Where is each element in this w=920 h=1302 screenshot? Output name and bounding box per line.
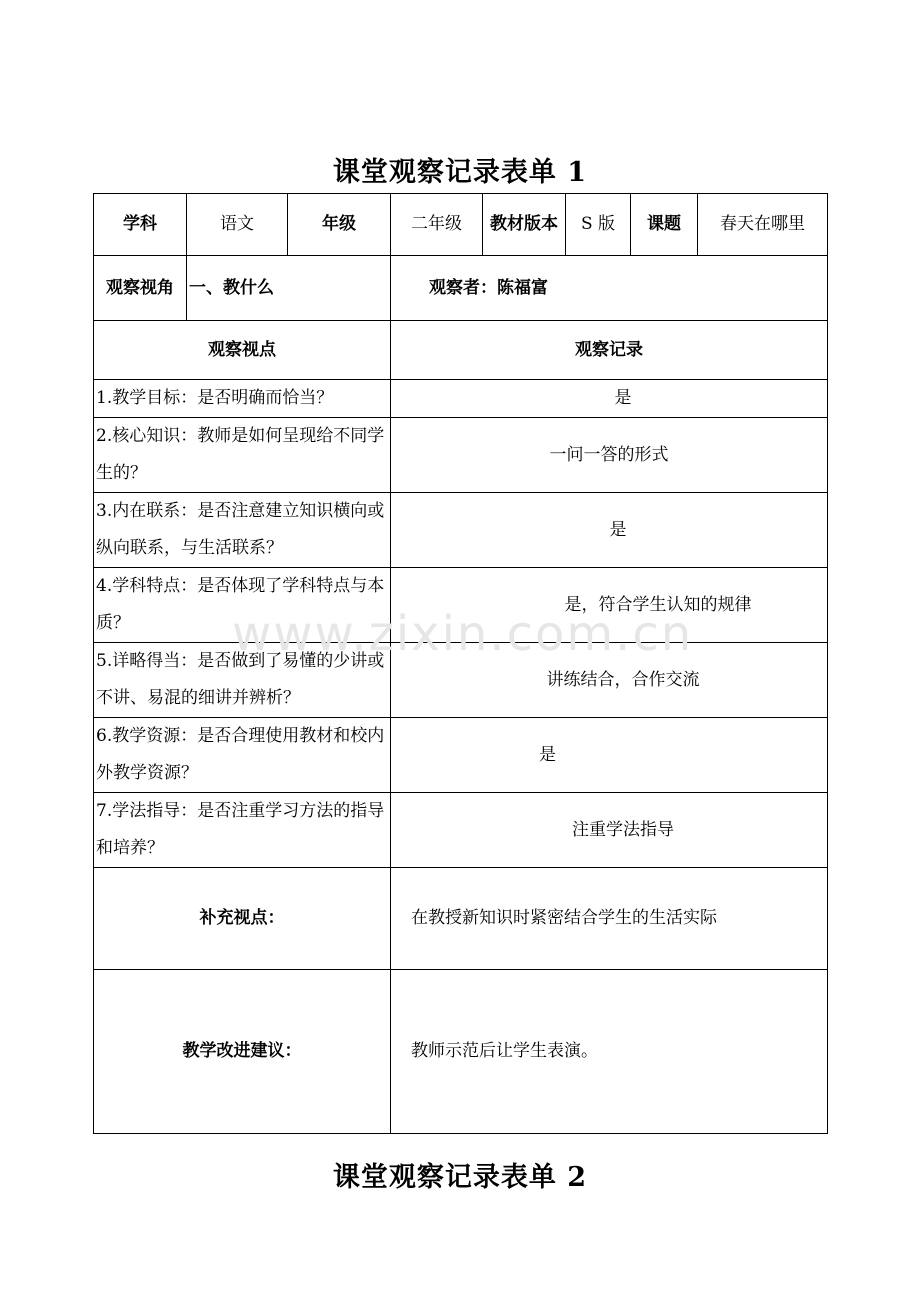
topic-label: 课题: [631, 194, 698, 256]
viewpoint-cell: 3.内在联系：是否注意建立知识横向或纵向联系，与生活联系？: [94, 493, 391, 568]
viewpoint-column-header: 观察视点: [94, 321, 391, 380]
grade-label: 年级: [288, 194, 391, 256]
viewpoint-cell: 5.详略得当：是否做到了易懂的少讲或不讲、易混的细讲并辨析？: [94, 643, 391, 718]
watermark: www.zixin.com.cn: [232, 606, 694, 662]
topic-value: 春天在哪里: [698, 194, 828, 256]
table-row: [94, 718, 828, 793]
table-row: [94, 793, 828, 868]
page-title: 课堂观察记录表单 1: [332, 157, 588, 188]
suggestion-label: 教学改进建议：: [94, 970, 391, 1134]
viewpoint-cell: 1.教学目标：是否明确而恰当？: [94, 380, 391, 418]
suggestion-row: [94, 970, 828, 1134]
angle-row: [94, 256, 828, 321]
column-header-row: [94, 321, 828, 380]
table-row: [94, 418, 828, 493]
angle-label: 观察视角: [94, 256, 187, 321]
table-row: [94, 493, 828, 568]
viewpoint-cell: 4.学科特点：是否体现了学科特点与本质？: [94, 568, 391, 643]
record-column-header: 观察记录: [391, 321, 828, 380]
page-title-2: 课堂观察记录表单 2: [332, 1162, 588, 1193]
supplement-label: 补充视点：: [94, 868, 391, 970]
record-cell: 一问一答的形式: [391, 418, 828, 493]
viewpoint-cell: 7.学法指导：是否注重学习方法的指导和培养？: [94, 793, 391, 868]
observation-form-table: [93, 193, 828, 1134]
viewpoint-cell: 6.教学资源：是否合理使用教材和校内外教学资源？: [94, 718, 391, 793]
header-row: [94, 194, 828, 256]
record-cell: 是，符合学生认知的规律: [391, 568, 828, 643]
record-cell: 讲练结合，合作交流: [391, 643, 828, 718]
angle-value: 一、教什么: [187, 256, 391, 321]
viewpoint-cell: 2.核心知识：教师是如何呈现给不同学生的？: [94, 418, 391, 493]
suggestion-value: 教师示范后让学生表演。: [391, 970, 828, 1134]
subject-label: 学科: [94, 194, 187, 256]
record-cell: 注重学法指导: [391, 793, 828, 868]
supplement-value: 在教授新知识时紧密结合学生的生活实际: [391, 868, 828, 970]
edition-label: 教材版本: [483, 194, 566, 256]
subject-value: 语文: [187, 194, 288, 256]
grade-value: 二年级: [391, 194, 483, 256]
record-cell: 是: [391, 380, 828, 418]
record-cell: 是: [391, 718, 828, 793]
observer: 观察者：陈福富: [391, 256, 828, 321]
table-row: [94, 380, 828, 418]
edition-value: S 版: [566, 194, 631, 256]
record-cell: 是: [391, 493, 828, 568]
supplement-row: [94, 868, 828, 970]
